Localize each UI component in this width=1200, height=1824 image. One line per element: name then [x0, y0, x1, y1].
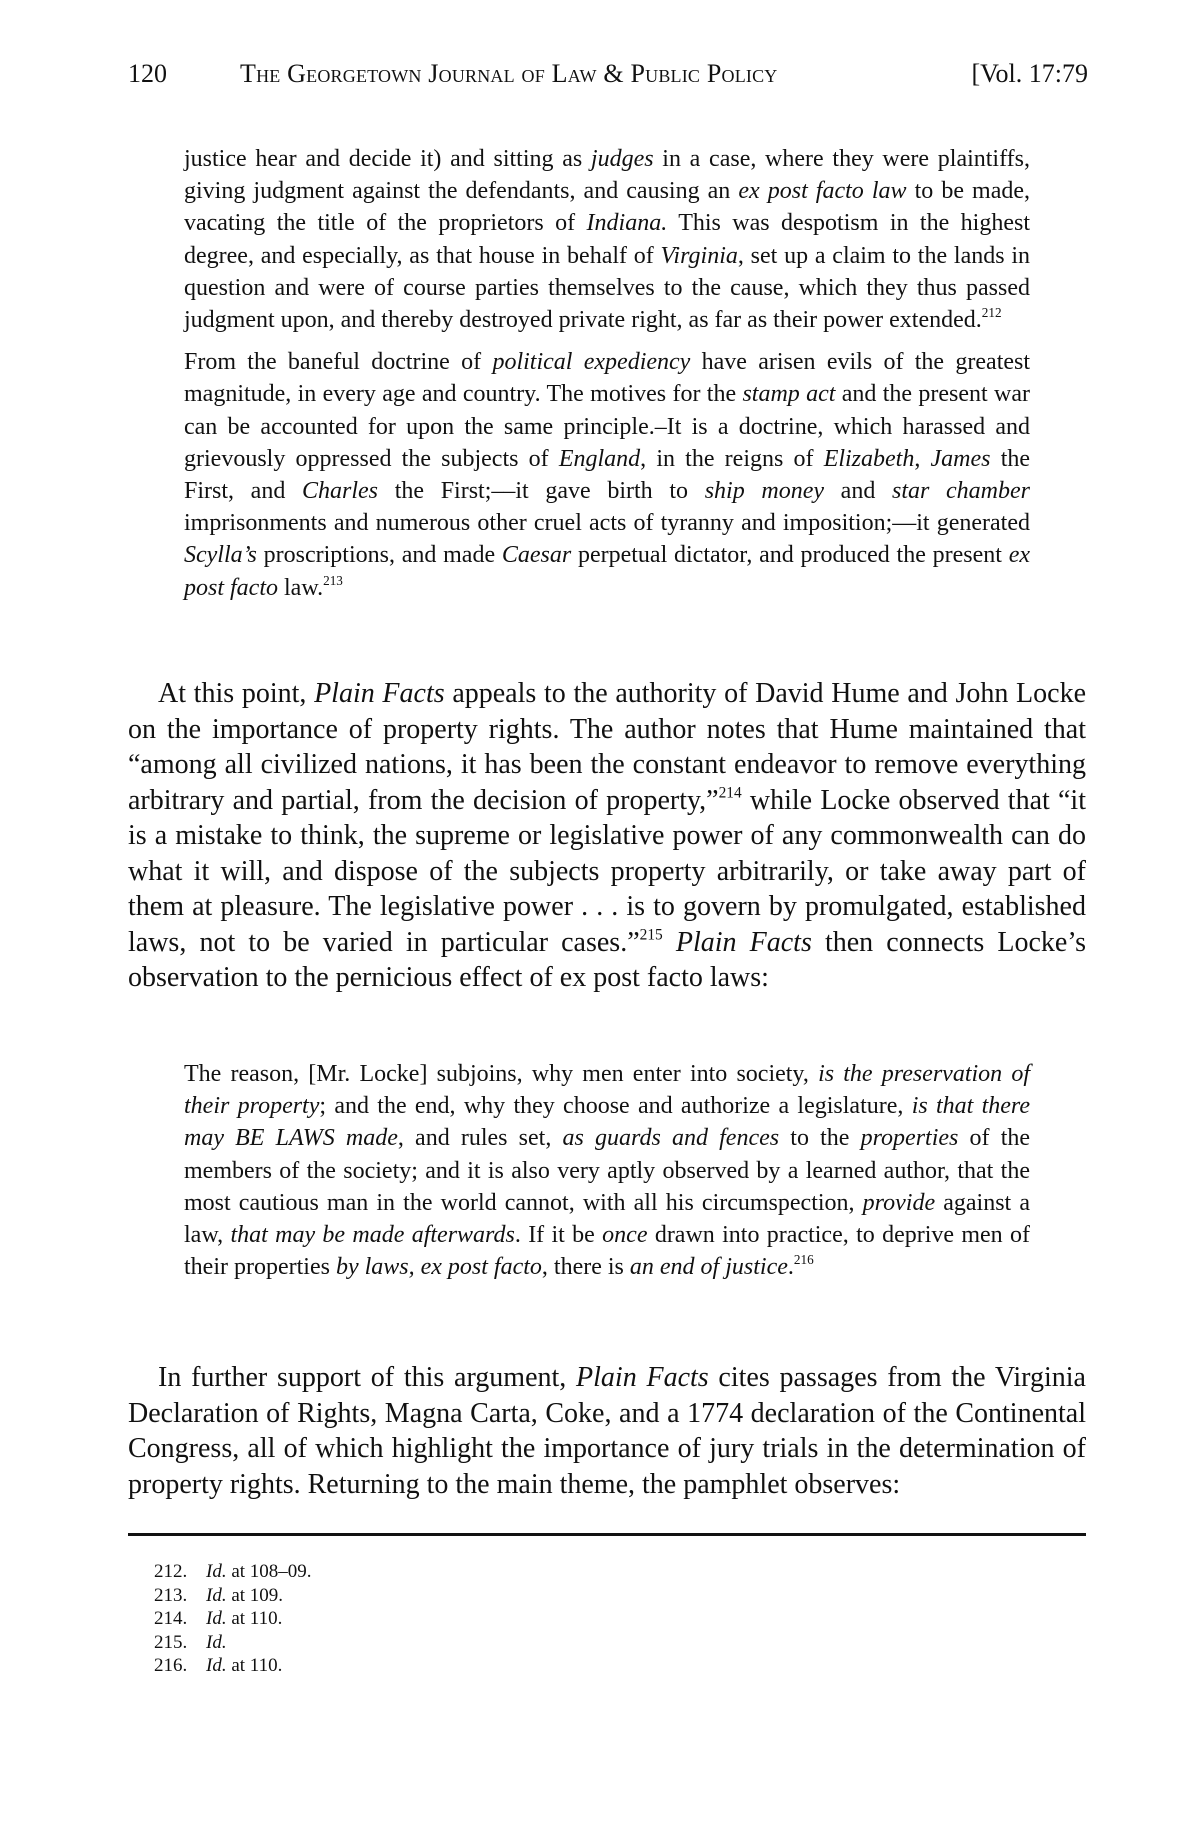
- italic-run: stamp act: [742, 381, 836, 408]
- footnote-number: 214.: [154, 1608, 188, 1629]
- italic-run: Scylla’s: [184, 542, 257, 569]
- text-run: to be made, vacating the title of the proprietors of: [184, 178, 1031, 237]
- footnote-ref-213: 213: [323, 572, 343, 588]
- text-run: in a case, where they were plaintiffs, giving judgment against the defendants, and causing an: [184, 146, 1030, 205]
- italic-run: England: [558, 445, 641, 472]
- text-run: the First, and: [184, 445, 1031, 505]
- italic-run: Elizabeth: [823, 445, 915, 472]
- footnote-ref-216: 216: [793, 1252, 814, 1268]
- block-quote-1-paragraph-1: [184, 143, 1030, 336]
- italic-run: Virginia: [660, 242, 738, 269]
- footnote-ref-212: 212: [981, 305, 1002, 321]
- italic-run: once: [602, 1222, 648, 1249]
- footnote-number: 212.: [154, 1561, 188, 1582]
- text-run: appeals to the authority of David Hume and John Locke on the importance of property rights. The author notes that Hume maintained that “among all civilized nations, it has been the constant endeavor to remove everything arbitrary and partial, from the decision of property,”: [128, 678, 1087, 816]
- body-paragraph-2: [128, 1360, 1086, 1502]
- italic-run: judges: [590, 146, 654, 172]
- footnote-212: [154, 1560, 754, 1584]
- italic-run: ex post facto: [184, 542, 1030, 601]
- body-paragraph-1: [128, 676, 1086, 996]
- italic-run: political expediency: [492, 349, 691, 376]
- block-quote-2: [184, 1058, 1030, 1283]
- footnote-214: [154, 1607, 754, 1631]
- footnote-cite: at 109.: [226, 1584, 284, 1606]
- footnote-number: 213.: [154, 1584, 188, 1606]
- italic-run: Indiana.: [586, 210, 668, 237]
- italic-run: is that there may BE LAWS made: [184, 1093, 1031, 1152]
- footnote-cite: at 110.: [226, 1655, 283, 1676]
- italic-run: ship money: [704, 478, 825, 505]
- italic-run: Plain Facts: [314, 678, 445, 709]
- italic-run: Caesar: [501, 542, 572, 569]
- footnote-cite: at 110.: [226, 1608, 283, 1629]
- footnote-id-signal: Id.: [206, 1584, 227, 1606]
- italic-run: an end of justice: [629, 1254, 788, 1281]
- text-run: against a law,: [184, 1189, 1030, 1249]
- italic-run: as guards and fences: [562, 1125, 780, 1152]
- footnote-divider: [128, 1533, 1086, 1536]
- footnote-number: 216.: [154, 1655, 188, 1676]
- text-run: and the present war can be accounted for upon the same principle.–It is a doctrine, which harassed and grievously oppressed the subjects of: [184, 381, 1030, 472]
- text-run: In further support of this argument,: [158, 1362, 577, 1393]
- footnote-213: [154, 1584, 754, 1608]
- journal-title: The Georgetown Journal of Law & Public Policy: [240, 59, 778, 88]
- text-run: law.: [278, 574, 324, 601]
- text-run: The reason, [Mr. Locke] subjoins, why men enter into society,: [184, 1061, 819, 1087]
- italic-run: that may be made afterwards: [230, 1222, 515, 1249]
- text-run: drawn into practice, to deprive men of their properties: [184, 1222, 1031, 1281]
- text-run: , and rules set,: [397, 1125, 563, 1152]
- footnote-215: [154, 1631, 754, 1655]
- italic-run: Plain Facts: [576, 1362, 709, 1393]
- italic-run: star chamber: [892, 478, 1031, 505]
- text-run: the First;––it gave birth to: [378, 478, 705, 505]
- italic-run: Charles: [302, 478, 379, 505]
- block-quote-2-paragraph: [184, 1058, 1030, 1283]
- footnote-id-signal: Id.: [206, 1631, 227, 1653]
- text-run: [663, 927, 676, 958]
- text-run: of the members of the society; and it is also very aptly observed by a learned author, that the most cautious man in the world cannot, with all his circumspection,: [184, 1125, 1031, 1216]
- page-number: 120: [128, 59, 167, 88]
- text-run: have arisen evils of the greatest magnitude, in every age and country. The motives for the: [184, 349, 1031, 408]
- italic-run: is the preservation of their property: [184, 1061, 1031, 1120]
- text-run: , set up a claim to the lands in question and were of course parties themselves to the cause, which they thus passed judgment upon, and thereby destroyed private right, as far as their power extended.: [184, 242, 1031, 334]
- footnote-id-signal: Id.: [206, 1655, 227, 1676]
- text-run: , there is: [541, 1254, 630, 1281]
- footnote-id-signal: Id.: [206, 1561, 227, 1582]
- running-header: [128, 54, 1088, 94]
- text-run: cites passages from the Virginia Declaration of Rights, Magna Carta, Coke, and a 1774 declaration of the Continental Congress, all of which highlight the importance of jury trials in the determination of property rights. Returning to the main theme, the pamphlet observes:: [128, 1362, 1086, 1500]
- text-run: . If it be: [514, 1222, 603, 1249]
- footnote-cite: at 108–09.: [226, 1561, 312, 1582]
- italic-run: Plain Facts: [675, 926, 812, 958]
- text-run: to the: [779, 1125, 861, 1152]
- footnotes: [154, 1560, 754, 1678]
- footnote-ref-214: 214: [718, 783, 742, 801]
- block-quote-1: [184, 143, 1030, 604]
- text-run: This was despotism in the highest degree, and especially, as that house in behalf of: [184, 210, 1030, 269]
- text-run: , in the reigns of: [640, 445, 824, 472]
- text-run: .: [787, 1254, 794, 1281]
- italic-run: ex post facto law: [738, 178, 907, 205]
- footnote-id-signal: Id.: [206, 1608, 227, 1629]
- footnote-ref-215: 215: [639, 925, 663, 943]
- italic-run: properties: [860, 1125, 959, 1152]
- text-run: proscriptions, and made: [256, 542, 502, 569]
- volume-citation: [Vol. 17:79: [971, 59, 1088, 88]
- italic-run: James: [930, 445, 991, 472]
- text-run: From the baneful doctrine of: [184, 349, 493, 376]
- text-run: perpetual dictator, and produced the present: [571, 542, 1009, 569]
- block-quote-1-paragraph-2: [184, 346, 1030, 604]
- text-run: At this point,: [158, 678, 315, 709]
- text-run: ; and the end, why they choose and authorize a legislature,: [319, 1093, 912, 1120]
- footnote-216: [154, 1654, 754, 1678]
- text-run: justice hear and decide it) and sitting as: [184, 146, 591, 172]
- footnote-number: 215.: [154, 1631, 188, 1653]
- italic-run: by laws, ex post facto: [335, 1254, 542, 1281]
- text-run: and: [824, 478, 893, 505]
- italic-run: provide: [862, 1189, 936, 1216]
- text-run: then connects Locke’s observation to the pernicious effect of ex post facto laws:: [128, 926, 1087, 993]
- text-run: imprisonments and numerous other cruel acts of tyranny and imposition;—it generated: [184, 510, 1030, 537]
- text-run: while Locke observed that “it is a mistake to think, the supreme or legislative power of any commonwealth can do what it will, and dispose of the subjects property arbitrarily, or take away part of them at pleasure. The legislative power . . . is to govern by promulgated, established laws, not to be varied in particular cases.”: [128, 784, 1086, 958]
- text-run: ,: [914, 445, 931, 472]
